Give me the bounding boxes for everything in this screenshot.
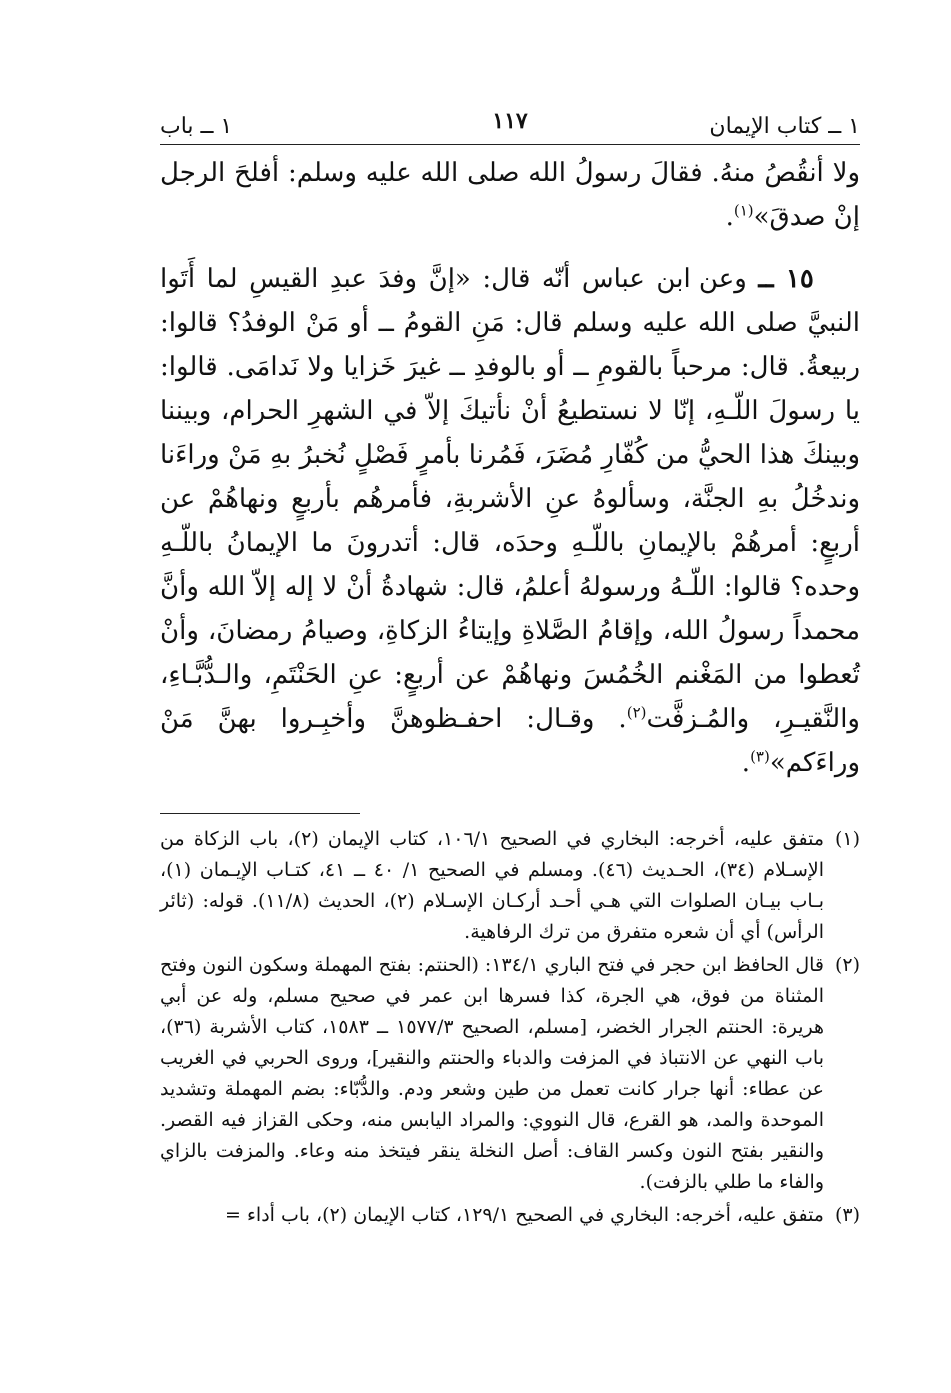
footnote-number: (٢) [834,954,860,976]
hadith-text: وعن ابن عباس أنّه قال: «إنَّ وفدَ عبدِ القيسِ لما أَتَوا النبيَّ صلى الله عليه وسلم قال: مَنِ القومُ ــ أو مَنْ الوفدُ؟ قالوا: ربيعةُ. قال: مرحباً بالقومِ ــ أو بالوفدِ ــ غيرَ خَزايا ولا نَدامَى. قالوا: يا رسولَ اللّـهِ، إنّا لا نستطيعُ أنْ نأتيكَ إلاّ في الشهرِ الحرام، وبيننا وبينكَ هذا الحيُّ من كُفّارِ مُضَرَ، فَمُرنا بأمرٍ فَصْلٍ نُخبرُ بهِ مَنْ وراءَنا وندخُلُ بهِ الجنَّة، وسألوهُ عنِ الأشربةِ، فأمرهُم بأربعٍ ونهاهُمْ عن أربعٍ: أمرهُمْ بالإيمانِ باللّـهِ وحدَه، قال: أتدرونَ ما الإيمانُ باللّـهِ وحده؟ قالوا: اللّـهُ ورسولهُ أعلمُ، قال: شهادةُ أنْ لا إله إلاّ الله وأنَّ محمداً رسولُ الله، وإقامُ الصَّلاةِ وإيتاءُ الزكاةِ، وصيامُ رمضانَ، وأنْ تُعطوا من المَغْنم الخُمُسَ ونهاهُمْ عن أربعٍ: عنِ الحَنْتَمِ، والـدُّبَّـاءِ، والنَّقيـرِ، والمُـزفَّت [160,264,860,734]
main-text [160,151,860,785]
footnote-1 [160,824,860,948]
hadith-text-end: . وقـال: احفـظوهنَّ وأخبِـروا بهنَّ مَنْ وراءَكم» [160,704,860,778]
footnote-text: متفق عليه، أخرجه: البخاري في الصحيح ١٢٩/١، كتاب الإيمان (٢)، باب أداء = [225,1204,824,1226]
footnote-number: (٣) [834,1204,860,1226]
footnote-3 [160,1200,860,1231]
footnote-2 [160,950,860,1198]
page-header [160,110,860,145]
header-chapter: ١ ــ باب [160,114,233,139]
footnotes [160,824,860,1231]
page-number: ١١٧ [492,108,528,134]
continuation-text: ولا أنقُصُ منهُ. فقالَ رسولُ الله صلى الله عليه وسلم: أفلحَ الرجل إنْ صدقَ» [160,158,860,232]
footnote-text: متفق عليه، أخرجه: البخاري في الصحيح ١٠٦/١، كتاب الإيمان (٢)، باب الزكاة من الإسـلام (٣٤)، الحـديث (٤٦). ومسلم في الصحيح ١/ ٤٠ ــ ٤١، كتـاب الإيـمان (١)، بـاب بيـان الصلوات التي هـي أحـد أركـان الإسـلام (٢)، الحديث (١١/٨). قوله: (ثائر الرأس) أي أن شعره متفرق من ترك الرفاهية. [160,828,824,943]
hadith-number: ١٥ ــ [758,264,814,294]
footnote-number: (١) [834,828,860,850]
book-page [160,110,860,1233]
footnote-ref-1: (١) [733,201,754,220]
hadith-paragraph: ١٥ ــ وعن ابن عباس أنّه قال: «إنَّ وفدَ عبدِ القيسِ لما أَتَوا النبيَّ صلى الله عليه وسلم قال: مَنِ القومُ ــ أو مَنْ الوفدُ؟ قالوا: ربيعةُ. قال: مرحباً بالقومِ ــ أو بالوفدِ ــ غيرَ خَزايا ولا نَدامَى. قالوا: يا رسولَ اللّـهِ، إنّا لا نستطيعُ أنْ نأتيكَ إلاّ في الشهرِ الحرام، وبيننا وبينكَ هذا الحيُّ من كُفّارِ مُضَرَ، فَمُرنا بأمرٍ فَصْلٍ نُخبرُ بهِ مَنْ وراءَنا وندخُلُ بهِ الجنَّة، وسألوهُ عنِ الأشربةِ، فأمرهُم بأربعٍ ونهاهُمْ عن أربعٍ: أمرهُمْ بالإيمانِ باللّـهِ وحدَه، قال: أتدرونَ ما الإيمانُ باللّـهِ وحده؟ قالوا: اللّـهُ ورسولهُ أعلمُ، قال: شهادةُ أنْ لا إله إلاّ الله وأنَّ محمداً رسولُ الله، وإقامُ الصَّلاةِ وإيتاءُ الزكاةِ، وصيامُ رمضانَ، وأنْ تُعطوا من المَغْنم الخُمُسَ ونهاهُمْ عن أربعٍ: عنِ الحَنْتَمِ، والـدُّبَّـاءِ، والنَّقيـرِ، والمُـزفَّت$^{(٢)}$. وقـال: احفـظوهنَّ وأخبِـروا بهنَّ مَنْ وراءَكم»$^{(٣)}$. [160,264,860,778]
footnote-ref-3: (٣) [750,747,770,766]
footnote-ref-2: (٢) [626,703,647,722]
header-book-title: ١ ــ كتاب الإيمان [709,114,860,139]
continuation-paragraph: ولا أنقُصُ منهُ. فقالَ رسولُ الله صلى الله عليه وسلم: أفلحَ الرجل إنْ صدقَ»$^{(١)}$. [160,158,860,232]
footnote-text: قال الحافظ ابن حجر في فتح الباري ١٣٤/١: (الحنتم: بفتح المهملة وسكون النون وفتح المثناة من فوق، هي الجرة، كذا فسرها ابن عمر في صحيح مسلم، وله عن أبي هريرة: الحنتم الجرار الخضر، [مسلم، الصحيح ١٥٧٧/٣ ــ ١٥٨٣، كتاب الأشربة (٣٦)، باب النهي عن الانتباذ في المزفت والدباء والحنتم والنقير]، وروى الحربي في الغريب عن عطاء: أنها جرار كانت تعمل من طين وشعر ودم. والدُّبّاء: بضم المهملة وتشديد الموحدة والمد، هو القرع، قال النووي: والمراد اليابس منه، وحكى القزاز فيه القصر. والنقير بفتح النون وكسر القاف: أصل النخلة ينقر فيتخذ منه وعاء. والمزفت بالزاي والفاء ما طلي بالزفت). [160,954,824,1193]
footnote-divider [160,813,360,814]
